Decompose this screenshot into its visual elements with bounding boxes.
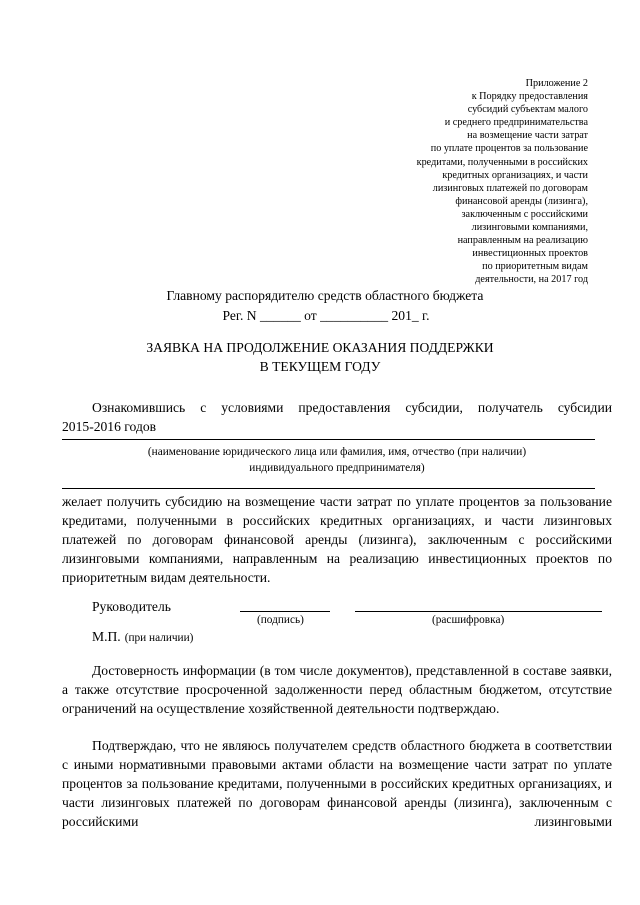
- annex-line: по приоритетным видам: [482, 261, 588, 273]
- document-title: [0, 338, 640, 376]
- annex-line: лизинговыми компаниями,: [471, 222, 588, 234]
- caption-line: (наименование юридического лица или фамилия, имя, отчество (при наличии): [147, 446, 527, 458]
- annex-line: финансовой аренды (лизинга),: [455, 195, 588, 207]
- seal-block: [92, 627, 193, 646]
- caption-line: индивидуального предпринимателя): [249, 461, 425, 474]
- title-line: ЗАЯВКА НА ПРОДОЛЖЕНИЕ ОКАЗАНИЯ ПОДДЕРЖКИ: [146, 340, 494, 355]
- annex-header: [417, 77, 588, 287]
- request-paragraph: желает получить субсидию на возмещение части затрат по уплате процентов за пользование кредитами, полученными в российских кредитных организациях, и части лизинговых платежей по договорам финансовой аренды (лизинга), заключенным с российскими лизинговыми компаниями, направленным на реализацию инвестиционных проектов по приоритетным видам деятельности.: [62, 494, 612, 585]
- title-line: В ТЕКУЩЕМ ГОДУ: [259, 359, 381, 374]
- annex-line: по уплате процентов за пользование: [430, 143, 588, 155]
- annex-line: кредитных организациях, и части: [442, 169, 588, 181]
- annex-line: лизинговых платежей по договорам: [432, 182, 588, 194]
- applicant-name-caption: [62, 445, 612, 476]
- annex-line: кредитами, полученными в российских: [416, 156, 588, 168]
- registration-line: Рег. N ______ от __________ 201_ г.: [222, 308, 430, 323]
- recipient-block: [0, 286, 640, 326]
- reliability-paragraph: Достоверность информации (в том числе документов), представленной в составе заявки, а также отсутствие просроченной задолженности перед областным бюджетом, отсутствие ограничений на осуществление хозяйственной деятельности подтверждаю.: [62, 663, 612, 716]
- intro-line: 2015-2016 годов: [62, 419, 157, 434]
- applicant-name-field-extra[interactable]: [62, 488, 595, 489]
- annex-line: Приложение 2: [525, 78, 588, 89]
- annex-line: заключенным с российскими: [461, 208, 588, 220]
- intro-paragraph: [62, 398, 612, 436]
- recipient-line: Главному распорядителю средств областного бюджета: [166, 288, 484, 303]
- intro-line: Ознакомившись с условиями предоставления субсидии, получатель субсидии: [92, 400, 612, 415]
- decode-field[interactable]: [355, 611, 602, 612]
- head-label: Руководитель: [92, 599, 171, 614]
- annex-line: деятельности, на 2017 год: [475, 274, 588, 286]
- decode-caption: (расшифровка): [432, 614, 505, 626]
- confirmation-paragraph: Подтверждаю, что не являюсь получателем средств областного бюджета в соответствии с иными нормативными правовыми актами области на возмещение части затрат по уплате процентов за пользование кредитами, полученными в российских кредитных организациях, и части лизинговых платежей по договорам финансовой аренды (лизинга), заключенным с российскими лизинговыми: [62, 738, 612, 829]
- applicant-name-field[interactable]: [62, 439, 595, 440]
- annex-line: направленным на реализацию: [457, 235, 588, 247]
- annex-line: инвестиционных проектов: [472, 248, 588, 260]
- annex-line: и среднего предпринимательства: [444, 117, 588, 129]
- annex-line: к Порядку предоставления: [471, 91, 588, 103]
- signature-caption: (подпись): [257, 614, 304, 626]
- signature-field[interactable]: [240, 611, 330, 612]
- seal-label: М.П.: [92, 629, 121, 644]
- seal-note: (при наличии): [124, 632, 194, 644]
- annex-line: субсидий субъектам малого: [467, 104, 588, 116]
- annex-line: на возмещение части затрат: [467, 130, 588, 142]
